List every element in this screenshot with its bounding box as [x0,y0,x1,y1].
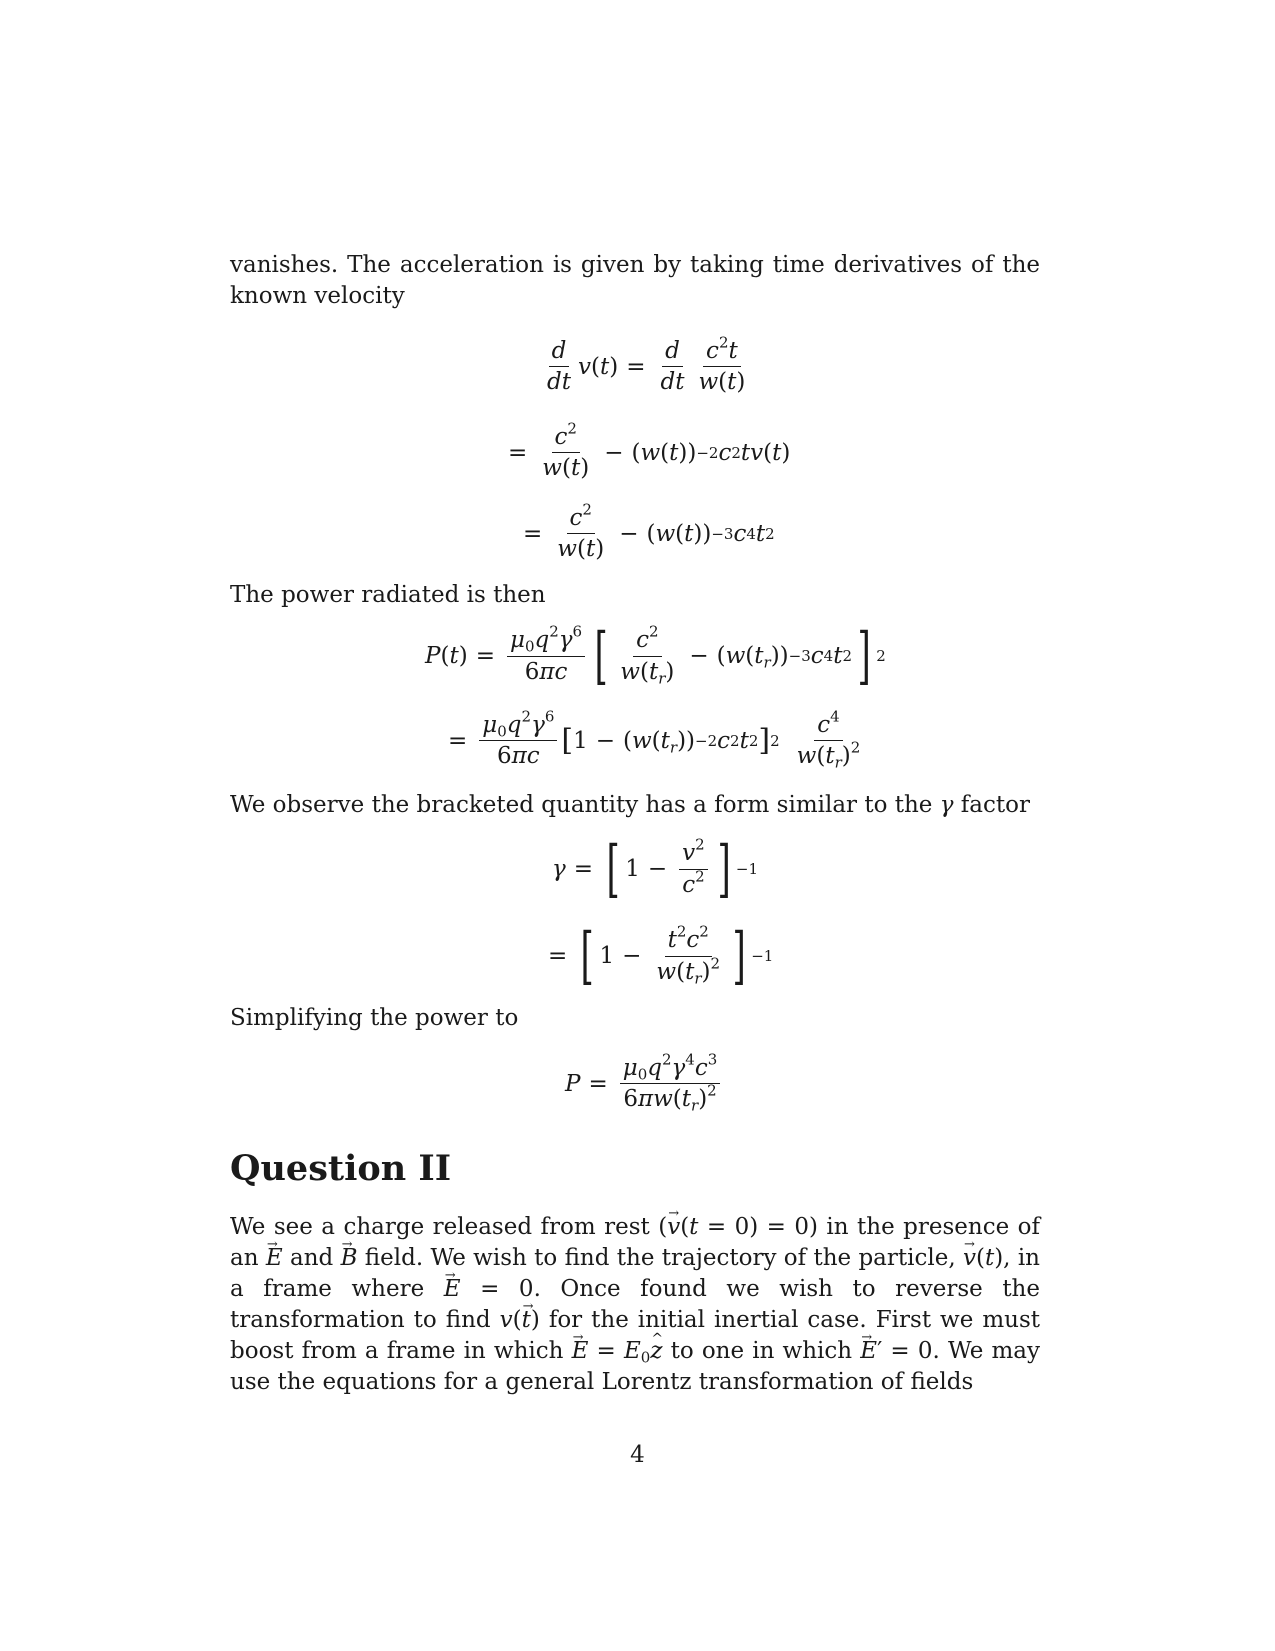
paragraph-question-two: We see a charge released from rest (→ v(t = 0) = 0) in the presence of an → E and → B field. We wish to find the trajectory of the particle, → v(t), in a frame where → E = 0. Once found we wish to reverse the transformation to find v(→ t) for the initial inertial case. First we must boost from a frame in which → $E = E_0\^{}$ z to one in which → E′ = 0. We may use the equations for a general Lorentz transformation of fields [230,1212,1040,1398]
paragraph-acceleration-intro: vanishes. The acceleration is given by taking time derivatives of the known velocity [230,252,1040,309]
equation-gamma-line2: = [ 1 − $\frac{t^2c^2}{w(t_r)^2}$ ] −1 [548,919,774,992]
equation-power-line1: P ( t ) = $\frac{\mu_0q^2\gamma^6}{6\pi c}$ [ $\frac{c^2}{w(t_r)}$ − ( w ( $t_r$ )) −3 c 4 t 2 ] 2 [425,619,886,692]
page-number: 4 [630,1442,645,1468]
gamma-sentence: We observe the bracketed quantity has a form similar to the [230,792,933,818]
equation-simplified-power: P = $\frac{\mu_0q^2\gamma^4c^3}{6\pi w(t_r)^2}$ [565,1055,724,1113]
paragraph-simplify: Simplifying the power to [230,1005,519,1031]
paragraph-gamma-observation [230,790,1040,821]
gamma-symbol: γ [939,792,954,818]
equation-gamma-line1: γ = [ 1 − $\frac{v^2}{c^2}$ ] −1 [552,832,759,905]
equation-acceleration-line3: = $\frac{c^2}{w(t)}$ − ( w ( t )) −3 c 4 t 2 [523,500,775,563]
gamma-sentence-end: factor [960,792,1030,818]
equation-acceleration-line2: = $\frac{c^2}{w(t)}$ − ( w ( t )) −2 c 2 tv ( t ) [508,419,791,482]
equation-power-line2: = $\frac{\mu_0q^2\gamma^6}{6\pi c}$ [ 1 − ( w ( $t_r$ )) −2 c 2 t 2 ] 2 $\frac{c^4}{w(t_r)^2}$ [448,707,861,772]
equation-acceleration-line1: $\frac{d}{dt}$ v ( t ) = $\frac{d}{dt}$ $\frac{c^2t}{w(t)}$ [547,333,746,396]
paragraph-power-intro: The power radiated is then [230,582,546,608]
section-heading: Question II [230,1148,452,1189]
